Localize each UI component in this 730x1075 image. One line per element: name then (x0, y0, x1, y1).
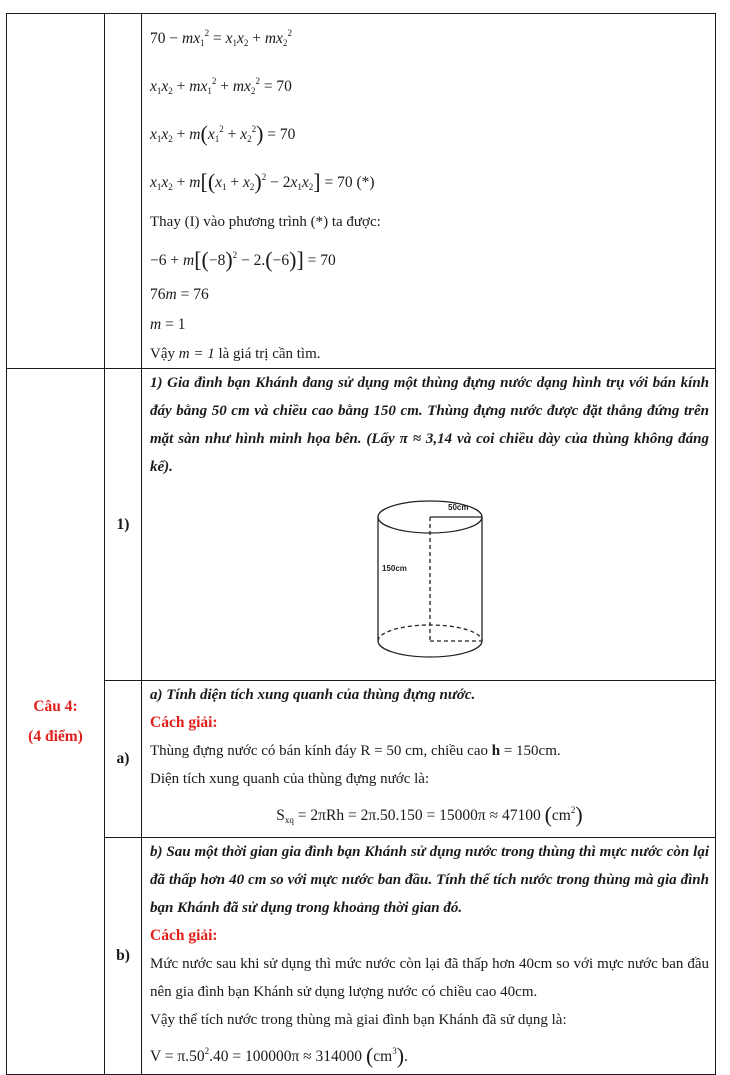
formula-b-lhs: V = π.50 (150, 1048, 205, 1065)
task-b: b) Sau một thời gian gia đình bạn Khánh sử dụng nước trong thùng thì mực nước còn lại đã thấp hơn 40 cm so với mực nước ban đầu. Tính thể tích nước trong thùng mà gia đình bạn Khánh đã sử dụng trong khoảng thời gian đó. (150, 844, 709, 916)
cell-question-label (7, 369, 105, 1075)
equation-line-2: $x_1x_2 + mx_1^2 + mx_2^2 = 70$ (150, 76, 292, 96)
formula-a-unit-pow: 2 (570, 805, 576, 815)
solution-b-line1: Mức nước sau khi sử dụng thì mức nước còn lại đã thấp hơn 40cm so với mực nước ban đầu nên gia đình bạn Khánh sử dụng lượng nước có chiều cao 40cm. (150, 956, 709, 1000)
formula-b-unit-pow: 3 (392, 1046, 397, 1056)
conclusion-prefix: Vậy (150, 346, 175, 362)
cell-label-a (105, 681, 142, 838)
cell-sub-empty (105, 14, 142, 369)
solution-table (6, 13, 716, 1075)
cell-problem-1 (142, 369, 716, 681)
equation-line-6: 76m = 76 (150, 286, 209, 303)
cell-label-b (105, 838, 142, 1075)
cell-solution-a (142, 681, 716, 838)
row-question4-part1 (7, 369, 716, 681)
part-label-a: a) (116, 750, 130, 767)
part-label-b: b) (116, 947, 130, 964)
cell-part3-solution (142, 14, 716, 369)
row-part-a (7, 681, 716, 838)
equation-line-3: $x_1x_2 + m(x_1^2 + x_2^2) = 70$ (150, 121, 296, 146)
formula-a-sub: xq (284, 815, 294, 825)
solution-a-line2: Diện tích xung quanh của thùng đựng nước là: (150, 771, 430, 787)
conclusion-text (150, 340, 709, 368)
solution-b-line2: Vậy thể tích nước trong thùng mà giai đình bạn Khánh đã sử dụng là: (150, 1012, 567, 1028)
problem-statement: 1) Gia đình bạn Khánh đang sử dụng một thùng đựng nước dạng hình trụ với bán kính đáy bằng 50 cm và chiều cao bằng 150 cm. Thùng đựng nước được đặt thẳng đứng trên mặt sàn như hình minh họa bên. (Lấy π ≈ 3,14 và coi chiều dày của thùng không đáng kể). (150, 375, 709, 475)
equation-line-4: $x_1x_2 + m[(x_1 + x_2)^2 - 2x_1x_2] = 70$ (*) (150, 169, 375, 194)
formula-b-unit: cm (373, 1048, 393, 1065)
row-part3-continuation (7, 14, 716, 369)
solution-a-line1 (150, 737, 709, 765)
height-label: 150cm (381, 564, 407, 573)
equation-line-7: m = 1 (150, 316, 186, 333)
task-a: a) Tính diện tích xung quanh của thùng đựng nước. (150, 687, 476, 703)
method-heading-a: Cách giải: (150, 714, 218, 731)
cylinder-bottom-front (378, 641, 482, 657)
substitution-text: Thay (I) vào phương trình (*) ta được: (150, 214, 381, 230)
star-mark: (*) (356, 174, 375, 191)
formula-b: $V = \pi.50^2.40 = 100000\pi \approx 314000$ $(cm^3)$. (150, 1043, 408, 1068)
formula-a-unit: cm (551, 807, 571, 824)
part-label-1: 1) (116, 515, 130, 533)
formula-a-body: = 2πRh = 2π.50.150 = 15000π ≈ 47100 (297, 807, 541, 824)
method-heading-b: Cách giải: (150, 927, 218, 944)
conclusion-value: m = 1 (178, 346, 215, 362)
radius-label: 50cm (447, 503, 468, 512)
cell-label-1 (105, 369, 142, 681)
line1-a-h: h (491, 743, 501, 759)
formula-a: $S_{xq} = 2\pi Rh = 2\pi.50.150 = 15000\pi \approx 47100$ $(cm^2)$ (276, 802, 583, 827)
line1-a-suffix: = 150cm. (500, 743, 561, 759)
cell-solution-b (142, 838, 716, 1075)
equation-line-5: $-6 + m[(-8)^2 - 2.(-6)] = 70$ (150, 247, 336, 272)
equation-line-1: $70 - mx_1^2 = x_1x_2 + mx_2^2$ (150, 28, 292, 48)
line1-a-prefix: Thùng đựng nước có bán kính đáy R = 50 cm, chiều cao (150, 743, 492, 759)
formula-b-pow: 2 (204, 1046, 210, 1056)
question-points: (4 điểm) (28, 727, 83, 745)
formula-b-rest: .40 = 100000π ≈ 314000 (209, 1048, 363, 1065)
row-part-b (7, 838, 716, 1075)
conclusion-suffix: là giá trị cần tìm. (218, 346, 321, 362)
cylinder-figure (360, 495, 500, 665)
formula-a-lhs: S (276, 807, 285, 824)
question-number: Câu 4: (33, 697, 78, 715)
cell-question-empty (7, 14, 105, 369)
